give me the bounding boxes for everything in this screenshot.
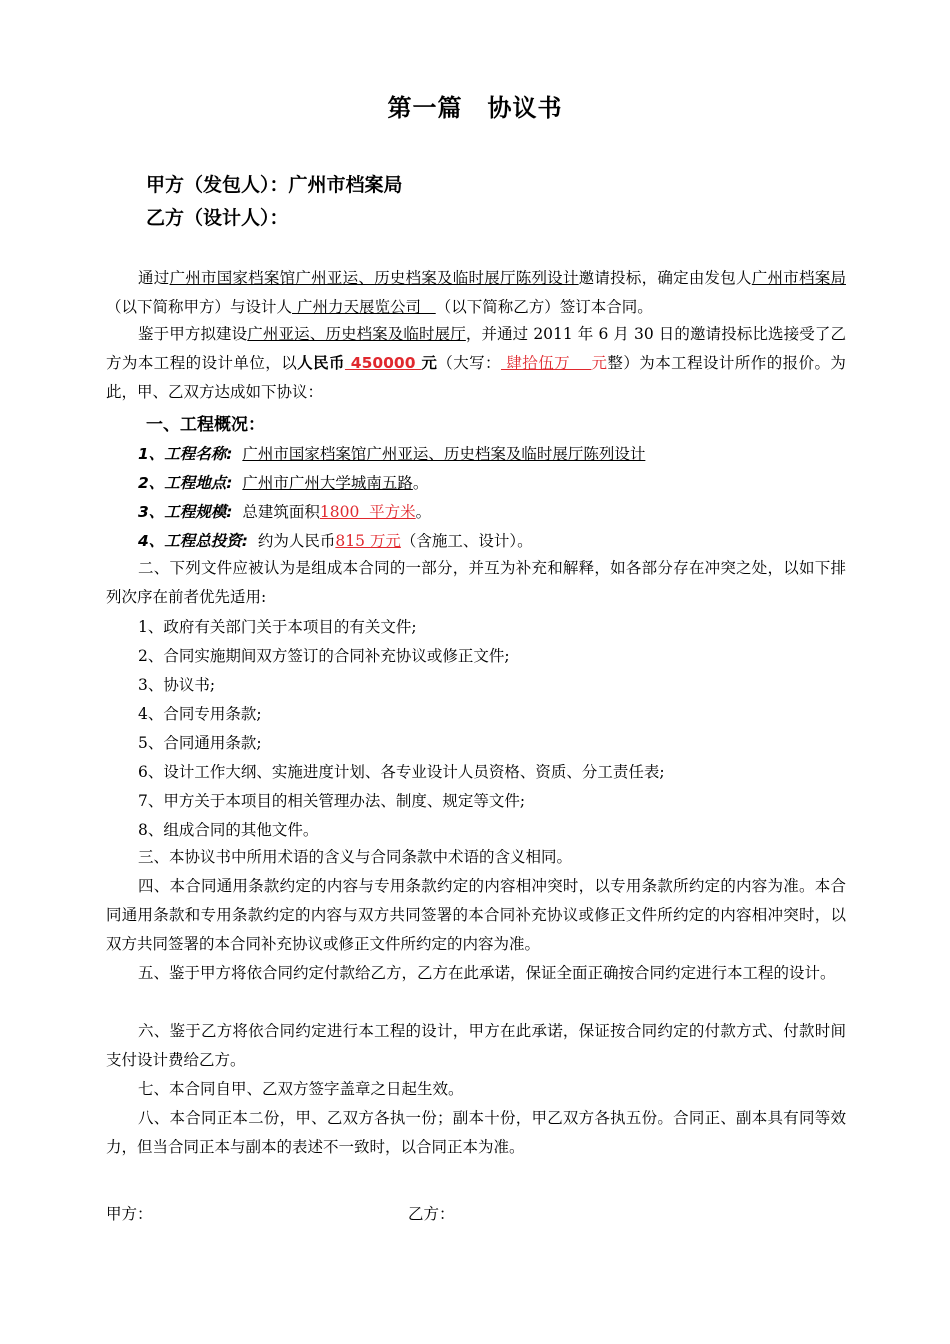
clause-text: 七、本合同自甲、乙双方签字盖章之日起生效。 — [138, 1080, 464, 1098]
clause-3 — [106, 843, 846, 872]
contract-amount: 450000 — [344, 354, 422, 372]
project-name-line — [138, 442, 645, 464]
list-item: 7、甲方关于本项目的相关管理办法、制度、规定等文件; — [138, 792, 526, 810]
project-investment-value: 815 万元 — [335, 532, 401, 550]
amount-words-unit: 元 — [591, 354, 608, 372]
signature-party-a: 甲方： — [106, 1205, 153, 1223]
project-site-label: 2、工程地点: — [138, 474, 233, 492]
project-scope-underlined: 广州亚运、历史档案及临时展厅 — [247, 325, 466, 343]
party-a-line: 甲方（发包人）：广州市档案局 — [146, 174, 403, 196]
clause-5 — [106, 959, 846, 988]
intro-text: 通过 — [138, 269, 170, 287]
punctuation: 。 — [412, 474, 429, 492]
project-scale-text: 总建筑面积 — [242, 503, 320, 521]
clause-8 — [106, 1104, 846, 1162]
list-item: 5、合同通用条款; — [138, 734, 262, 752]
currency-unit: 元 — [421, 354, 438, 372]
section-2-intro — [106, 554, 846, 612]
intro-text: 鉴于甲方拟建设 — [138, 325, 248, 343]
owner-name-underlined: 广州市档案局 — [751, 269, 846, 287]
project-scale-value: 1800 平方米 — [319, 503, 416, 521]
intro-paragraph-2 — [106, 320, 846, 407]
list-item: 4、合同专用条款; — [138, 705, 262, 723]
list-item: 3、协议书; — [138, 676, 216, 694]
punctuation: 。 — [415, 503, 432, 521]
project-name-underlined: 广州市国家档案馆广州亚运、历史档案及临时展厅陈列设计 — [169, 269, 579, 287]
clause-7 — [106, 1075, 846, 1104]
intro-paragraph-1 — [106, 264, 846, 322]
clause-text: 六、鉴于乙方将依合同约定进行本工程的设计，甲方在此承诺，保证按合同约定的付款方式、付款时间支付设计费给乙方。 — [106, 1022, 846, 1069]
intro-text: ，并通过 2011 年 6 月 30 日的邀请投标比选接受了乙方为本工程的设计单位，以 — [106, 325, 846, 372]
clause-6 — [106, 1017, 846, 1075]
project-name-value: 广州市国家档案馆广州亚运、历史档案及临时展厅陈列设计 — [242, 445, 646, 463]
clause-text: 四、本合同通用条款约定的内容与专用条款约定的内容相冲突时，以专用条款所约定的内容为准。本合同通用条款和专用条款约定的内容与双方共同签署的本合同补充协议或修正文件所约定的内容相冲突时，以双方共同签署的本合同补充协议或修正文件所约定的内容为准。 — [106, 877, 846, 953]
list-item: 6、设计工作大纲、实施进度计划、各专业设计人员资格、资质、分工责任表; — [138, 763, 665, 781]
section-2-text: 二、下列文件应被认为是组成本合同的一部分，并互为补充和解释，如各部分存在冲突之处，以如下排列次序在前者优先适用: — [106, 559, 846, 606]
designer-name-underlined: 广州力天展览公司 — [292, 298, 436, 316]
project-scale-line — [138, 500, 431, 522]
list-item: 1、政府有关部门关于本项目的有关文件; — [138, 618, 417, 636]
project-site-value: 广州市广州大学城南五路 — [242, 474, 413, 492]
currency-label: 人民币 — [297, 354, 345, 372]
project-name-label: 1、工程名称: — [138, 445, 233, 463]
page-title: 第一篇 协议书 — [387, 94, 563, 122]
project-scale-label: 3、工程规模: — [138, 503, 233, 521]
intro-text: （以下简称乙方）签订本合同。 — [435, 298, 653, 316]
intro-text: 整）为本工程设计所作的报价。为此，甲、乙双方达成如下协议： — [106, 354, 846, 401]
clause-text: 八、本合同正本二份，甲、乙双方各执一份；副本十份，甲乙双方各执五份。合同正、副本具有同等效力，但当合同正本与副本的表述不一致时，以合同正本为准。 — [106, 1109, 846, 1156]
project-investment-label: 4、工程总投资: — [138, 532, 248, 550]
project-site-line — [138, 471, 428, 493]
party-b-line: 乙方（设计人）： — [146, 207, 289, 229]
intro-text: （大写： — [437, 354, 501, 372]
project-investment-note: （含施工、设计）。 — [400, 532, 533, 550]
section-1-heading: 一、工程概况： — [146, 415, 265, 435]
project-investment-text: 约为人民币 — [257, 532, 336, 550]
intro-text: 邀请投标，确定由发包人 — [578, 269, 752, 287]
intro-text: （以下简称甲方）与设计人 — [106, 298, 293, 316]
project-investment-line — [138, 529, 533, 551]
amount-in-words: 肆拾伍万 — [500, 354, 592, 372]
list-item: 8、组成合同的其他文件。 — [138, 821, 319, 839]
clause-text: 五、鉴于甲方将依合同约定付款给乙方，乙方在此承诺，保证全面正确按合同约定进行本工程的设计。 — [138, 964, 836, 982]
list-item: 2、合同实施期间双方签订的合同补充协议或修正文件; — [138, 647, 510, 665]
clause-text: 三、本协议书中所用术语的含义与合同条款中术语的含义相同。 — [138, 848, 573, 866]
signature-party-b: 乙方： — [408, 1205, 455, 1223]
clause-4 — [106, 872, 846, 959]
